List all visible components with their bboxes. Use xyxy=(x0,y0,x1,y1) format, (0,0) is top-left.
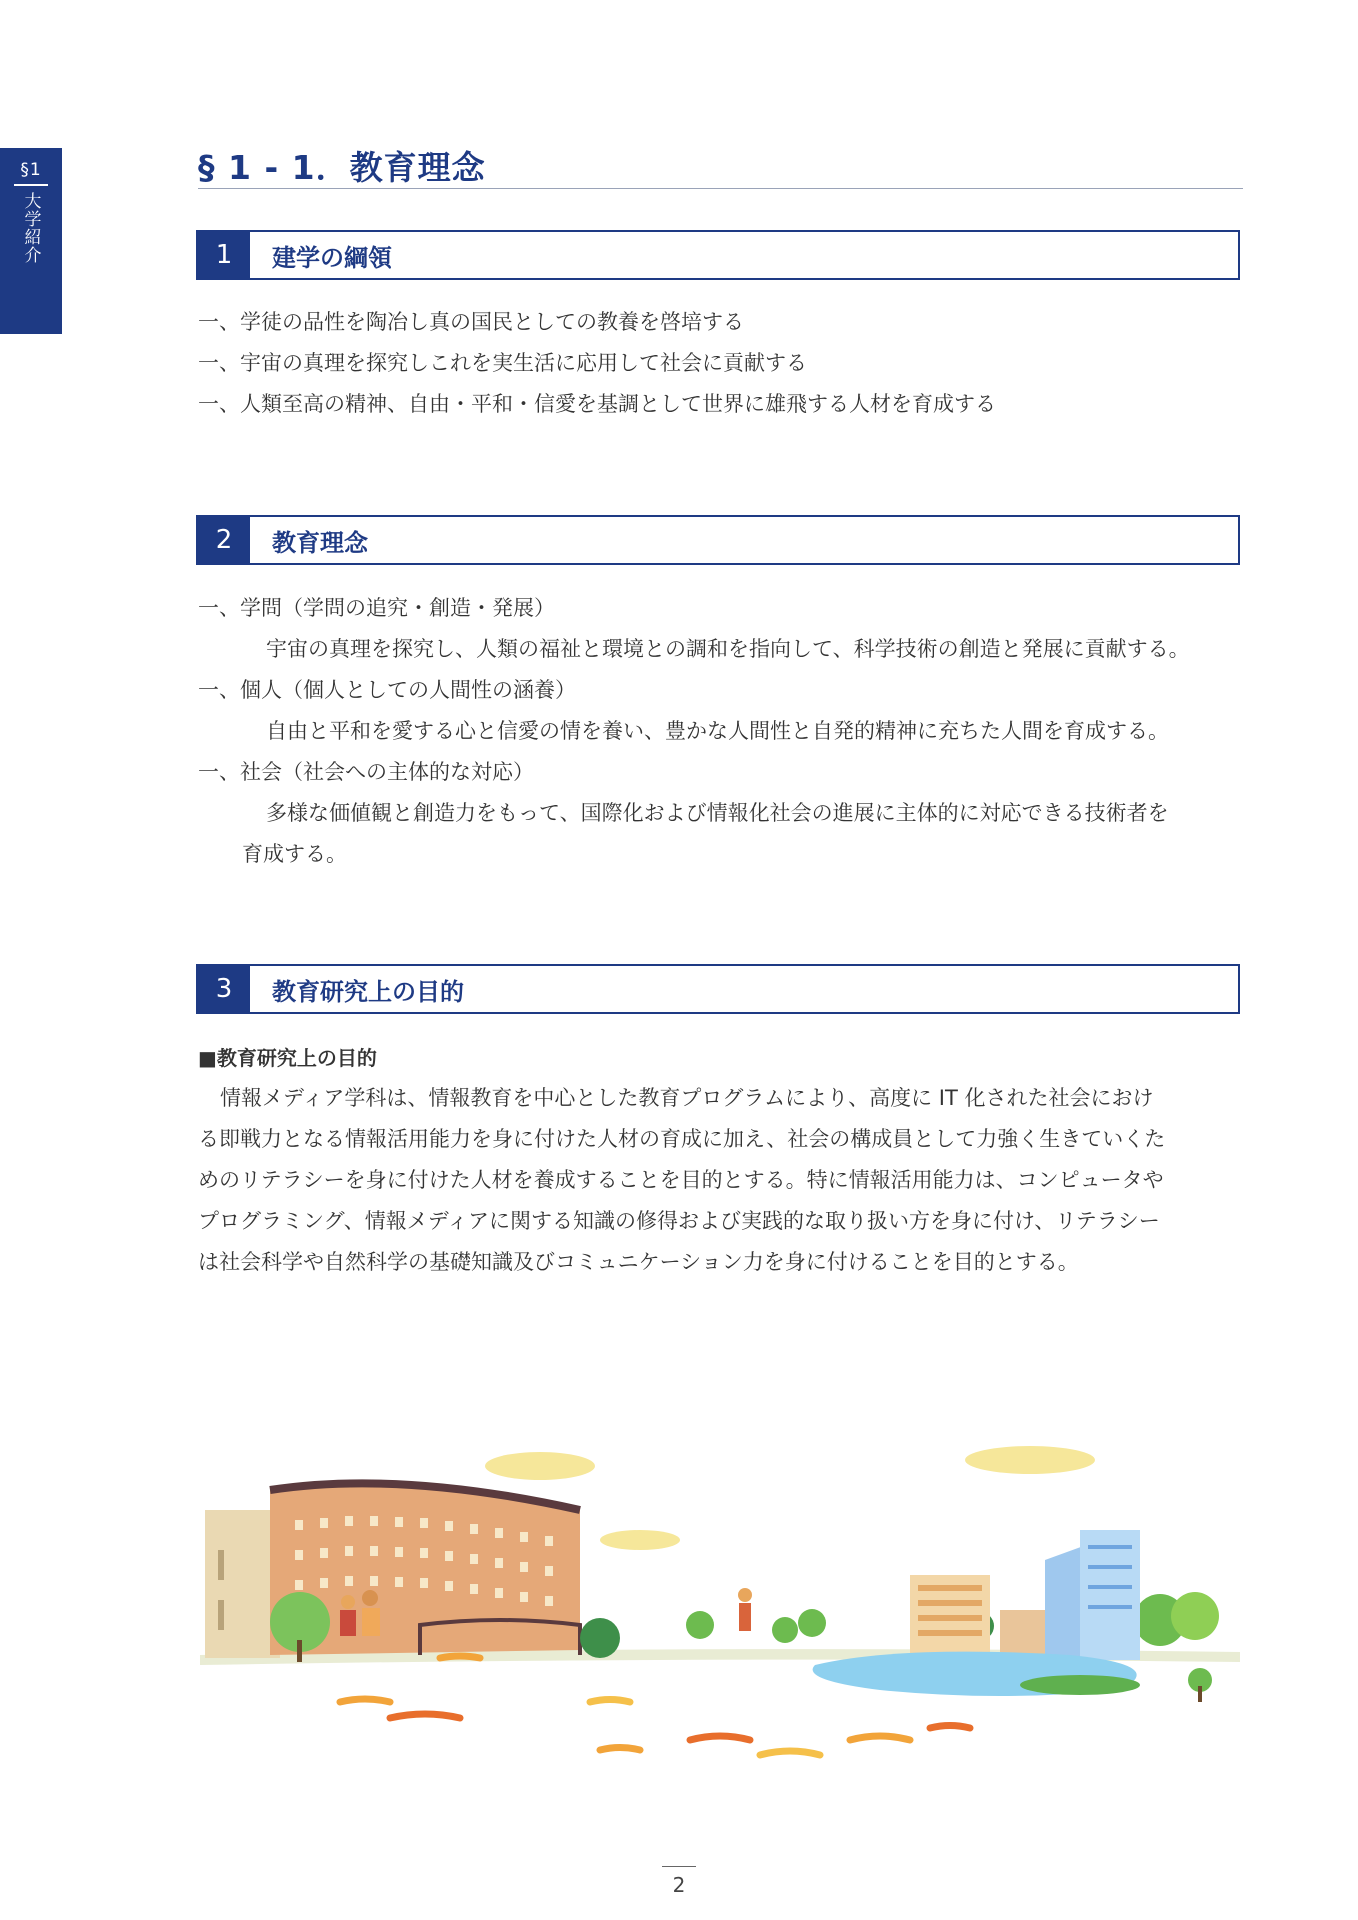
purpose-paragraph-line: めのリテラシーを身に付けた人材を養成することを目的とする。特に情報活用能力は、コンピュータや xyxy=(198,1168,1164,1192)
section-1-number: 1 xyxy=(198,232,250,278)
philosophy-item-body: 宇宙の真理を探究し、人類の福祉と環境との調和を指向して、科学技術の創造と発展に貢献する。 xyxy=(266,637,1190,661)
philosophy-item-title: 一、社会（社会への主体的な対応） xyxy=(198,760,534,784)
creed-line: 一、人類至高の精神、自由・平和・信愛を基調として世界に雄飛する人材を育成する xyxy=(198,392,996,416)
section-1-heading: 建学の綱領 xyxy=(272,243,392,272)
creed-line: 一、学徒の品性を陶冶し真の国民としての教養を啓培する xyxy=(198,310,744,334)
page-number-rule xyxy=(662,1866,696,1867)
side-tab-label: 大学紹介 xyxy=(20,192,41,264)
creed-line: 一、宇宙の真理を探究しこれを実生活に応用して社会に貢献する xyxy=(198,351,807,375)
philosophy-item-title: 一、学問（学問の追究・創造・発展） xyxy=(198,596,555,620)
philosophy-item-body: 育成する。 xyxy=(242,842,347,866)
philosophy-item-body: 自由と平和を愛する心と信愛の情を養い、豊かな人間性と自発的精神に充ちた人間を育成する。 xyxy=(266,719,1169,743)
section-2-heading: 教育理念 xyxy=(272,528,368,557)
section-3-header xyxy=(196,964,1240,1014)
page-number: 2 xyxy=(672,1873,686,1897)
purpose-subheading: ■教育研究上の目的 xyxy=(198,1046,377,1070)
purpose-paragraph-line: る即戦力となる情報活用能力を身に付けた人材の育成に加え、社会の構成員として力強く生きていくた xyxy=(198,1127,1166,1151)
section-2-number: 2 xyxy=(198,517,250,563)
philosophy-item-title: 一、個人（個人としての人間性の涵養） xyxy=(198,678,576,702)
side-tab-section: §1 xyxy=(20,160,42,180)
section-3-number: 3 xyxy=(198,966,250,1012)
section-side-tab xyxy=(0,148,62,334)
page-title: § 1 - 1．教育理念 xyxy=(198,148,486,187)
philosophy-item-body: 多様な価値観と創造力をもって、国際化および情報化社会の進展に主体的に対応できる技術者を xyxy=(266,801,1169,825)
campus-illustration xyxy=(200,1440,1240,1780)
title-underline xyxy=(198,188,1243,189)
section-2-header xyxy=(196,515,1240,565)
side-tab-divider xyxy=(14,184,48,186)
section-3-heading: 教育研究上の目的 xyxy=(272,977,464,1006)
purpose-paragraph-line: は社会科学や自然科学の基礎知識及びコミュニケーション力を身に付けることを目的とする。 xyxy=(198,1250,1079,1274)
purpose-paragraph-line: プログラミング、情報メディアに関する知識の修得および実践的な取り扱い方を身に付け、リテラシー xyxy=(198,1209,1160,1233)
purpose-paragraph-line: 情報メディア学科は、情報教育を中心とした教育プログラムにより、高度に IT 化された社会におけ xyxy=(220,1086,1154,1110)
section-1-header xyxy=(196,230,1240,280)
